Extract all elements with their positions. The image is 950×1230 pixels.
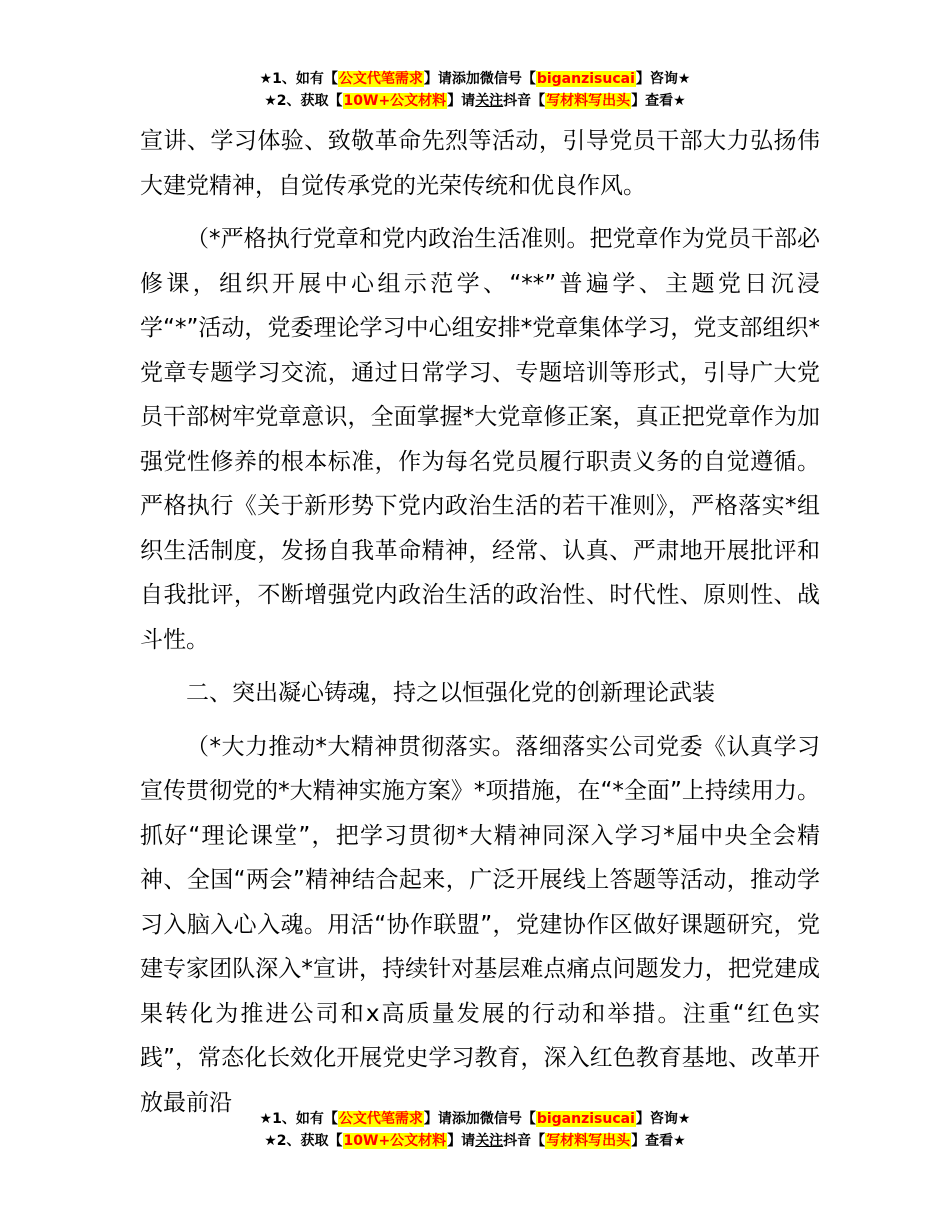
document-body: [140, 119, 820, 1125]
paragraph-continuation: 宣讲、学习体验、致敬革命先烈等活动，引导党员干部大力弘扬伟大建党精神，自觉传承党的光荣传统和优良作风。: [140, 128, 820, 199]
banner-line-2: ★2、获取【10W+公文材料】请关注抖音【写材料写出头】查看★: [264, 1133, 686, 1149]
highlight-ghostwriting: 公文代笔需求: [338, 71, 423, 87]
banner-line-1: ★1、如有【公文代笔需求】请添加微信号【biganzisucai】咨询★: [259, 71, 691, 87]
highlight-materials: 10W+公文材料: [343, 93, 447, 109]
highlight-douyin: 写材料写出头: [546, 93, 631, 109]
paragraph-party-constitution: （*严格执行党章和党内政治生活准则。把党章作为党员干部必修课，组织开展中心组示范学、“**”普遍学、主题党日沉浸学“*”活动，党委理论学习中心组安排*党章集体学习，党支部组织*党章专题学习交流，通过日常学习、专题培训等形式，引导广大党员干部树牢党章意识，全面掌握*大党章修正案，真正把党章作为加强党性修养的根本标准，作为每名党员履行职责义务的自觉遵循。严格执行《关于新形势下党内政治生活的若干准则》，严格落实*组织生活制度，发扬自我革命精神，经常、认真、严肃地开展批评和自我批评，不断增强党内政治生活的政治性、时代性、原则性、战斗性。: [140, 226, 820, 653]
highlight-wechat-id: biganzisucai: [536, 71, 635, 87]
banner-line-1: ★1、如有【公文代笔需求】请添加微信号【biganzisucai】咨询★: [259, 1111, 691, 1127]
highlight-ghostwriting: 公文代笔需求: [338, 1111, 423, 1127]
header-banner: [0, 68, 950, 112]
section-heading: 二、突出凝心铸魂，持之以恒强化党的创新理论武装: [186, 680, 715, 706]
highlight-wechat-id: biganzisucai: [536, 1111, 635, 1127]
banner-line-2: ★2、获取【10W+公文材料】请关注抖音【写材料写出头】查看★: [264, 93, 686, 109]
highlight-materials: 10W+公文材料: [343, 1133, 447, 1149]
paragraph-spirit-implementation: （*大力推动*大精神贯彻落实。落细落实公司党委《认真学习宣传贯彻党的*大精神实施方案》*项措施，在“*全面”上持续用力。抓好“理论课堂”，把学习贯彻*大精神同深入学习*届中央全会精神、全国“两会”精神结合起来，广泛开展线上答题等活动，推动学习入脑入心入魂。用活“协作联盟”，党建协作区做好课题研究，党建专家团队深入*宣讲，持续针对基层难点痛点问题发力，把党建成果转化为推进公司和x高质量发展的行动和举措。注重“红色实践”，常态化长效化开展党史学习教育，深入红色教育基地、改革开放最前沿: [140, 733, 820, 1116]
highlight-douyin: 写材料写出头: [546, 1133, 631, 1149]
footer-banner: [0, 1108, 950, 1152]
